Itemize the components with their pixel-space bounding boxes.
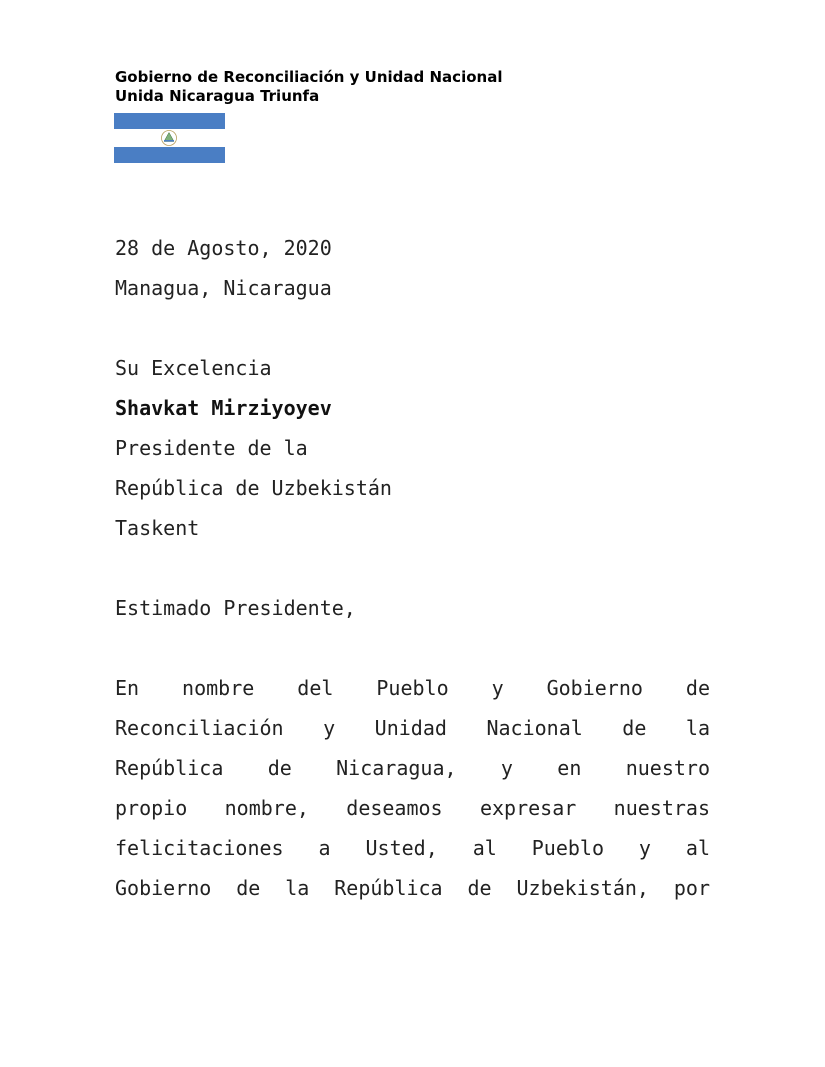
recipient-role-line-1: Presidente de la: [115, 436, 308, 460]
letter-place: Managua, Nicaragua: [115, 276, 332, 300]
recipient-title: Su Excelencia: [115, 356, 272, 380]
nicaragua-flag-icon: [114, 113, 225, 163]
recipient-role-line-2: República de Uzbekistán: [115, 476, 392, 500]
body-line: En nombre del Pueblo y Gobierno de: [115, 676, 710, 700]
letterhead-government-name: Gobierno de Reconciliación y Unidad Nacional: [115, 68, 503, 86]
letter-content: [115, 228, 710, 908]
flag-middle-stripe: [114, 129, 225, 147]
recipient-name: Shavkat Mirziyoyev: [115, 396, 332, 420]
body-line: propio nombre, deseamos expresar nuestras: [115, 796, 710, 820]
body-line: República de Nicaragua, y en nuestro: [115, 756, 710, 780]
coat-of-arms-icon: [159, 129, 179, 147]
flag-top-stripe: [114, 113, 225, 129]
letter-greeting: Estimado Presidente,: [115, 596, 356, 620]
letterhead-slogan: Unida Nicaragua Triunfa: [115, 87, 320, 105]
flag-bottom-stripe: [114, 147, 225, 163]
letterhead: [115, 68, 502, 106]
letter-date: 28 de Agosto, 2020: [115, 236, 332, 260]
recipient-city: Taskent: [115, 516, 200, 540]
body-line: felicitaciones a Usted, al Pueblo y al: [115, 836, 710, 860]
body-line: Reconciliación y Unidad Nacional de la: [115, 716, 710, 740]
letter-body-paragraph: [115, 668, 710, 908]
body-line: Gobierno de la República de Uzbekistán, por: [115, 876, 710, 900]
